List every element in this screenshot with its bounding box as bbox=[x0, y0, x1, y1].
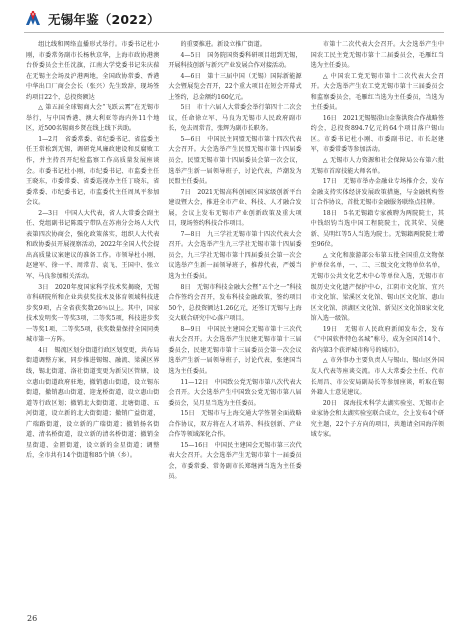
paragraph: 5—6日 中国民主同盟无锡市第十四次代表大会召开。大会选举产生民盟无锡市第十四届委员会，民盟无锡市第十四届委员会第一次会议，选举产生新一届领导班子，讨论代表，芦潮发为民盟主任委员。 bbox=[168, 135, 302, 186]
page-number: 26 bbox=[27, 614, 38, 623]
paragraph: 组比线和网络直播形式举行。市委书记杜小刚，市委常务副市长杨秋京华，上海市政协港澳台侨委员会主任沈旗，江南大学党委书记朱庆葆在无锡主会场及沪港两地，全国政协常委、香港中华出口厂商会会长（张兴）先生致辞，现场签约项目22个，总投资额达 bbox=[26, 41, 160, 101]
text-column-3 bbox=[311, 40, 444, 606]
paragraph: 4—6日 第十三届中国（无锡）国际新能源大会暨展览会召开，22个重大项目在短会开幕式上签约，总金额约160亿元。 bbox=[168, 72, 302, 101]
paragraph: 15—16日 中国民主建国会无锡市第三次代表大会召开。大会选举产生无锡市第十一届委员会，市委常委、常务副市长郑继洲当选为主任委员。 bbox=[168, 441, 302, 481]
paragraph: △ 第五届全球锡商大会“飞跃云霄”在无锡市举行，与中国香港、澳大利亚等海内外11个地区，近500名锡商乡贤在线上线下共助。 bbox=[26, 104, 160, 133]
paragraph: 15日 无锡市与上海交通大学签署全面战略合作协议，双方将在人才培养、科技创新、产业合作等领域深化合作。 bbox=[168, 410, 302, 439]
text-column-2 bbox=[168, 40, 301, 606]
header-divider bbox=[24, 32, 444, 33]
paragraph: △ 文化和旅游部公布第五批全国重点文物保护单位名单，一、二、三级文化文物单位名单，无锡市公共文化艺术中心等单位入选，无锡市市级历史文化遗产保护中心，江阴市文化馆、宜兴市文化馆、梁溪区文化馆、锡山区文化馆、惠山区文化馆、滨湖区文化馆、新吴区文化馆8家文化馆入选一级馆。 bbox=[310, 251, 444, 323]
paragraph: 8日 无锡市科技金融大会暨“五个之一”科技合作签约会召开，发布科技金融政策，签约项目50个，总投资额达1.26亿元，还签订无锡与上海交大联合研究中心落户项目。 bbox=[168, 283, 302, 323]
paragraph: 5日 市十六届人大常委会举行第四十二次会议，任命徐立军、马良为无锡市人民政府副市长，免去周常青，张辉为副市长职务。 bbox=[168, 104, 302, 133]
paragraph: 11—12日 中国致公党无锡市第八次代表大会召开。大会选举产生中国致公党无锡市第八届委员会，吴月星当选为主任委员。 bbox=[168, 378, 302, 407]
paragraph: △ 市外事办主要负责人与锡山、锡山区外国友人代表等座谈交流。市人大常委会主任、代市长周昌、市公安局副局长等参加座谈，听取在锡外籍人士意见建议。 bbox=[310, 357, 444, 397]
paragraph: 4日 锡流区划分街道行政区划变更，共布局街道调整方案，同步推进锡锡、融流、梁溪区界线，锡北街道、洛社街道变更为新吴区管辖，设立惠山街道政府驻地，撤销惠山街道，设立锡东街道，撤销惠山街道、迎龙桥街道，设立惠山街道等行政区划；撤销北大街街道、北塘街道、五河街道，设立新的北大街街道；撤销广益街道，广瑞路街道，设立新的广瑞街道；撤销扬名街道、清名桥街道，设立新的清名桥街道；撤销金星街道、金匮街道，设立新的金星街道；调整后，全市共有14个街道和85个镇（乡）。 bbox=[26, 346, 160, 460]
article-body bbox=[26, 40, 444, 606]
logo-icon bbox=[24, 10, 42, 28]
paragraph: 19日 无锡市人民政府新闻发布会，发布《“中国软件特色名城”称号，成为全国首14个、省内第3个获评城市称号的城市》。 bbox=[310, 325, 444, 354]
yearbook-title: 无锡年鉴（2022） bbox=[48, 12, 160, 27]
paragraph: 17日 无锡市举办金融业专场推介会，发布金融支持实体经济发展政策措施，与金融机构签订合作协议，首批无锡市金融服务联络点挂牌。 bbox=[310, 178, 444, 207]
paragraph: 市第十二次代表大会召开。大会选举产生中国农工民主党无锡市第十二届委员会，毛雁红当选为主任委员。 bbox=[310, 41, 444, 70]
wuxi-yearbook-logo bbox=[24, 10, 42, 28]
paragraph: 4—5日 国务院国资委科研项目组到无锡，开展科技创新与新兴产业发展合作对接活动。 bbox=[168, 51, 302, 70]
paragraph: 7—8日 九三学社无锡市第十四次代表大会召开。大会选举产生九三学社无锡市第十四届委员会，九三学社无锡市第十四届委员会第一次会议选举产生新一届领导班子，推荐代表，严媛当选为主任委员。 bbox=[168, 230, 302, 281]
paragraph: △ 无锡市人力资源和社会保障局公布第六批无锡市首席技能大师名单。 bbox=[310, 157, 444, 175]
paragraph: 7日 2021无锡高科创园区国家级创新平台建设暨大会，推进全市产业、科技、人才融合发展，会议上发布无锡市产业创新政策及重大项目，现场签约科技合作项目。 bbox=[168, 188, 302, 228]
paragraph: 3日 2020年度国家科学技术奖揭晓，无锡市科研院所和企业共获奖技术及体育领域科技进步奖9项，占全省获奖数26％以上。其中，国家技术发明奖一等奖3项，二等奖5项，科技进步奖一等奖1项、二等奖5项，获奖数量保持全国同类城市第一方阵。 bbox=[26, 283, 160, 344]
paragraph: 1—2月 省委常委、省纪委书记、省监委主任王常松到无锡，调研党风廉政建设和反腐败工作，并主持召开纪检监察工作高质量发展座谈会。市委书记杜小刚，市纪委书记、市监委主任王晓东，市委常委、省委巡视办主任丁晓东，省委常委、市纪委书记，市监委代主任周凤平参加会议。 bbox=[26, 135, 160, 207]
paragraph: △ 中国农工党无锡市第十二次代表大会召开。大会选举产生农工党无锡市第十三届委员会和监察委员会，毛雁红当选为主任委员，当选为主任委员。 bbox=[310, 72, 444, 112]
paragraph: 的重要推进。新设立推广街道。 bbox=[180, 41, 266, 48]
paragraph: 18日 5名无锡籍专家被聘为两院院士，其中钱绍钧当选中国工程院院士，沈其荣、吴健新、吴明红等5人当选为院士。无锡籍两院院士增至96位。 bbox=[310, 209, 444, 249]
paragraph: 16日 2021无锡锡澄山金鉴洪资合作战略签约会，总投资894.7亿元的64个项目落户锡山区。市委书记杜小刚、市委副书记、市长赵建军，市委常委等参加活动。 bbox=[310, 114, 444, 154]
paragraph: 2—3日 中国人大代表，省人大常委会副主任、党组副书记陈震宁带队在苏南分会场人大代表第四次协商会，强化政策落实，组织人大代表和政协委员开展视察活动，2022年全国人代会提出高质量议案建议的准备工作。市领导杜小刚、赵建军、徐一平、周常青、袁飞、王国中、张立军、马良参加相关活动。 bbox=[26, 209, 160, 281]
text-column-1 bbox=[26, 40, 159, 606]
paragraph: 8—9日 中国民主建国会无锡市第十三次代表大会召开。大会选举产生民建无锡市第十三届委员会，民建无锡市第十三届委员会第一次会议选举产生新一届领导班子，讨论代表，张建国当选为主任委员。 bbox=[168, 325, 302, 375]
paragraph: 20日 深海技术科学太湖实验室、无锡市企业家协会和太湖实验室联合成立，会上发布4个研究主题，22个子方向的项目，共邀请全国海洋领域专家。 bbox=[310, 399, 444, 439]
page-header bbox=[24, 9, 444, 29]
